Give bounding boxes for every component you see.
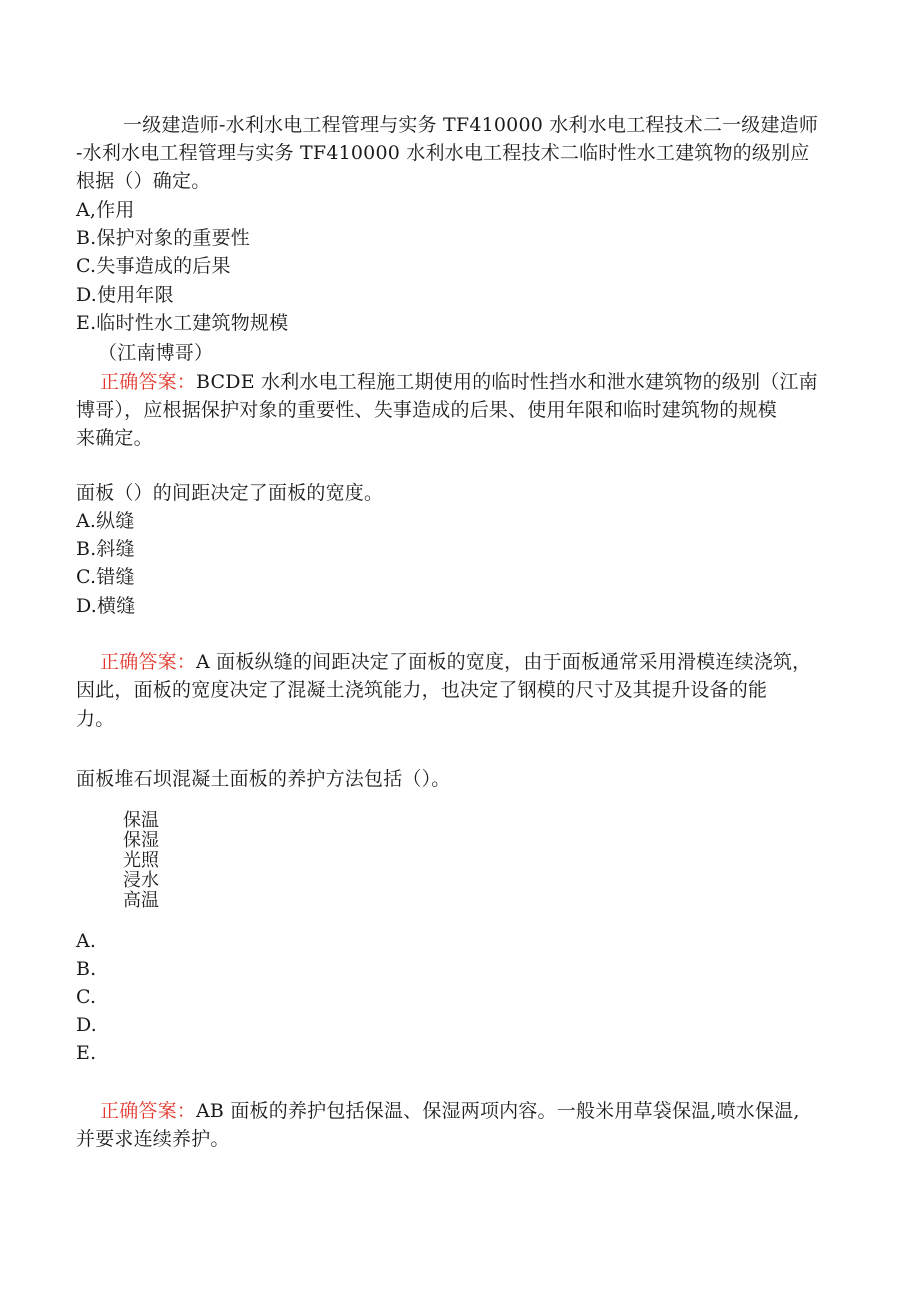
q2-answer-line-1 [100,648,811,676]
q2-option-b: B.斜缝 [76,538,135,560]
q3-answer-label: 正确答案： [100,1100,197,1122]
q1-stem-line-1: 一级建造师-水利水电工程管理与实务 TF410000 水利水电工程技术二一级建造师 [123,114,819,136]
q1-stem-line-3: 根据（）确定。 [76,170,211,192]
q2-answer-label: 正确答案： [100,651,197,673]
q2-option-a: A.纵缝 [76,510,135,532]
q3-choice-4: 浸水 [123,870,159,891]
q1-answer-line-3: 来确定。 [76,427,153,449]
q1-answer-line-2: 博哥），应根据保护对象的重要性、失事造成的后果、使用年限和临时建筑物的规模 [76,399,777,421]
q2-stem: 面板（）的间距决定了面板的宽度。 [76,482,384,504]
q2-option-d: D.横缝 [76,595,136,617]
q3-choice-2: 保湿 [123,830,159,851]
q1-answer-line-1 [100,368,818,396]
q1-answer-label: 正确答案： [100,371,197,393]
q1-option-d: D.使用年限 [76,284,174,306]
q3-choice-5: 高温 [123,890,159,911]
q3-option-c: C. [76,986,97,1008]
q1-option-b: B.保护对象的重要性 [76,227,251,249]
q3-stem: 面板堆石坝混凝土面板的养护方法包括（）。 [76,768,451,790]
q3-option-d: D. [76,1014,97,1036]
q1-option-a: A,作用 [76,199,135,221]
q3-option-a: A. [76,930,97,952]
q2-answer-line-2: 因此，面板的宽度决定了混凝土浇筑能力，也决定了钢模的尺寸及其提升设备的能 [76,679,768,701]
q2-option-c: C.错缝 [76,566,135,588]
q3-answer-line-2: 并要求连续养护。 [76,1128,230,1150]
q1-answer-text-1: BCDE 水利水电工程施工期使用的临时性挡水和泄水建筑物的级别（江南 [196,371,818,393]
q1-stem-line-2: -水利水电工程管理与实务 TF410000 水利水电工程技术二临时性水工建筑物的级别应 [76,142,810,164]
q2-answer-text-1: A 面板纵缝的间距决定了面板的宽度，由于面板通常采用滑模连续浇筑， [196,651,812,673]
q3-answer-text-1: AB 面板的养护包括保温、保湿两项内容。一般米用草袋保温,喷水保温, [196,1100,800,1122]
q3-choice-3: 光照 [123,850,159,871]
q3-option-e: E. [76,1042,97,1064]
q3-choice-1: 保温 [123,810,159,831]
q3-answer-line-1 [100,1097,800,1125]
q1-option-e: E.临时性水工建筑物规模 [76,312,289,334]
q3-option-b: B. [76,958,97,980]
q2-answer-line-3: 力。 [76,708,115,730]
q1-option-c: C.失事造成的后果 [76,255,231,277]
q1-source-note: （江南博哥） [98,342,214,364]
